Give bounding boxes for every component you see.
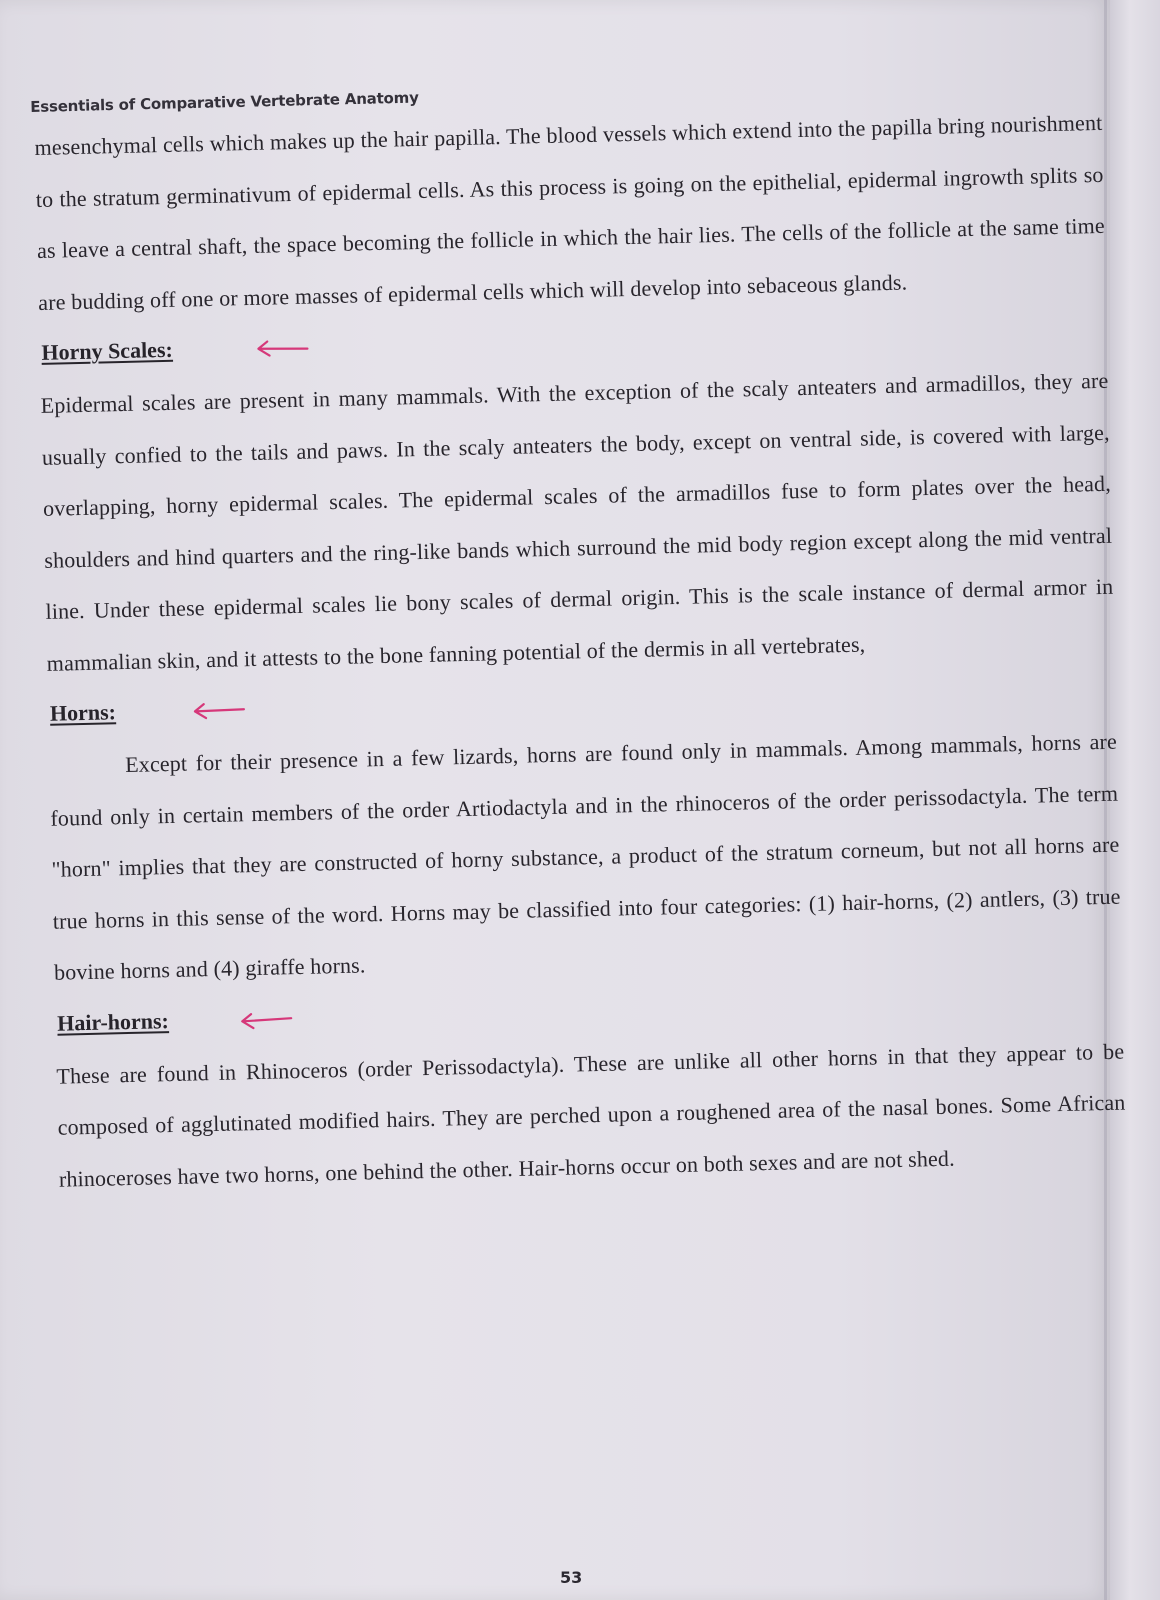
horny-scales-paragraph: Epidermal scales are present in many mammals. With the exception of the scaly anteaters and armadillos, they are usually confied to the tails and paws. In the scaly anteaters the body, except on ventral side, is covered with large, overlapping, horny epidermal scales. The epidermal scales of the armadillos fuse to form plates over the head, shoulders and hind quarters and the ring-like bands which surround the mid body region except along the mid ventral line. Under these epidermal scales lie bony scales of dermal origin. This is the scale instance of dermal armor in mammalian skin, and it attests to the bone fanning potential of the dermis in all vertebrates, bbox=[40, 367, 1114, 676]
page-number: 53 bbox=[560, 1568, 583, 1587]
handwritten-arrow-icon bbox=[251, 338, 311, 359]
section-heading-hair-horns: Hair-horns: bbox=[56, 1007, 170, 1036]
horns-paragraph: Except for their presence in a few lizards, horns are found only in mammals. Among mammals, horns are found only in certain members of the order Artiodactyla and in the rhinoceros of the order perissodactyla. The term "horn" implies that they are constructed of horny substance, a product of the stratum corneum, but not all horns are true horns in this sense of the word. Horns may be classified into four categories: (1) hair-horns, (2) antlers, (3) true bovine horns and (4) giraffe horns. bbox=[50, 728, 1121, 985]
running-head: Essentials of Comparative Vertebrate Anatomy bbox=[30, 88, 419, 116]
handwritten-arrow-icon bbox=[188, 700, 248, 721]
hair-horns-paragraph: These are found in Rhinoceros (order Perissodactyla). These are unlike all other horns in that they appear to be composed of agglutinated modified hairs. They are perched upon a roughened area of the nasal bones. Some African rhinoceroses have two horns, one behind the other. Hair-horns occur on both sexes and are not shed. bbox=[56, 1038, 1126, 1192]
page-body bbox=[34, 97, 1127, 1205]
intro-paragraph: mesenchymal cells which makes up the hair papilla. The blood vessels which extend into the papilla bring nourishment to the stratum germinativum of epidermal cells. As this process is going on the epithelial, epidermal ingrowth splits so as leave a central shaft, the space becoming the follicle in which the hair lies. The cells of the follicle at the same time are budding off one or more masses of epidermal cells which will develop into sebaceous glands. bbox=[34, 109, 1106, 315]
section-heading-horns: Horns: bbox=[49, 699, 117, 726]
handwritten-arrow-icon bbox=[235, 1009, 295, 1030]
section-heading-horny-scales: Horny Scales: bbox=[41, 336, 174, 365]
